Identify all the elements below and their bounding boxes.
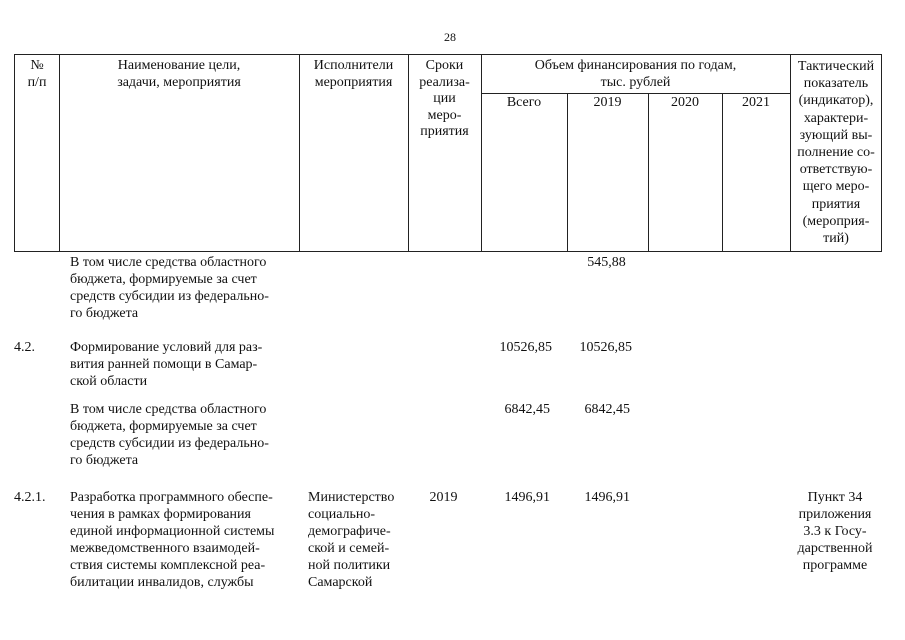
page-number: 28	[444, 30, 456, 44]
row-4-2019: 1496,91	[584, 490, 630, 505]
header-executors: Исполнители мероприятия	[313, 58, 394, 90]
row-3-total: 6842,45	[504, 402, 550, 417]
row-4-total: 1496,91	[504, 490, 550, 505]
row-4-executors: Министерство социально- демографиче- ской и семей- ной политики Самарской	[308, 490, 395, 590]
header-2019: 2019	[593, 95, 622, 110]
row-4-indicator: Пункт 34 приложения 3.3 к Госу- дарственной программе	[797, 490, 873, 573]
row-divider	[481, 93, 790, 94]
row-3-2019: 6842,45	[584, 402, 630, 417]
row-3-name: В том числе средства областного бюджета, формируемые за счет средств субсидии из федерально- го бюджета	[70, 402, 269, 468]
header-terms: Сроки реализа- ции меро- приятия	[419, 58, 470, 139]
row-1-2019: 545,88	[587, 255, 626, 270]
header-indicator: Тактический показатель (индикатор), характери- зующий вы- полнение со- ответствую- щего меро- приятия (мероприя- тий)	[797, 59, 875, 247]
header-num: № п/п	[27, 58, 47, 90]
row-4-num: 4.2.1.	[14, 490, 46, 505]
column-divider	[648, 93, 649, 251]
row-2-2019: 10526,85	[579, 340, 632, 355]
header-funding: Объем финансирования по годам, тыс. рублей	[534, 58, 737, 90]
column-divider	[567, 93, 568, 251]
header-2021: 2021	[742, 95, 770, 110]
row-2-num: 4.2.	[14, 340, 35, 355]
row-4-name: Разработка программного обеспе- чения в рамках формирования единой информационной системы межведомственного взаимодей- ствия системы комплексной реа- билитации инвалидов, службы	[70, 490, 275, 590]
row-2-name: Формирование условий для раз- вития ранней помощи в Самар- ской области	[70, 340, 263, 389]
row-4-term: 2019	[429, 490, 458, 505]
row-2-total: 10526,85	[499, 340, 552, 355]
row-1-name: В том числе средства областного бюджета, формируемые за счет средств субсидии из федерально- го бюджета	[70, 255, 269, 321]
header-2020: 2020	[671, 95, 699, 110]
table-header	[14, 54, 882, 252]
header-name: Наименование цели, задачи, мероприятия	[117, 58, 241, 90]
column-divider	[722, 93, 723, 251]
header-total: Всего	[506, 95, 542, 110]
